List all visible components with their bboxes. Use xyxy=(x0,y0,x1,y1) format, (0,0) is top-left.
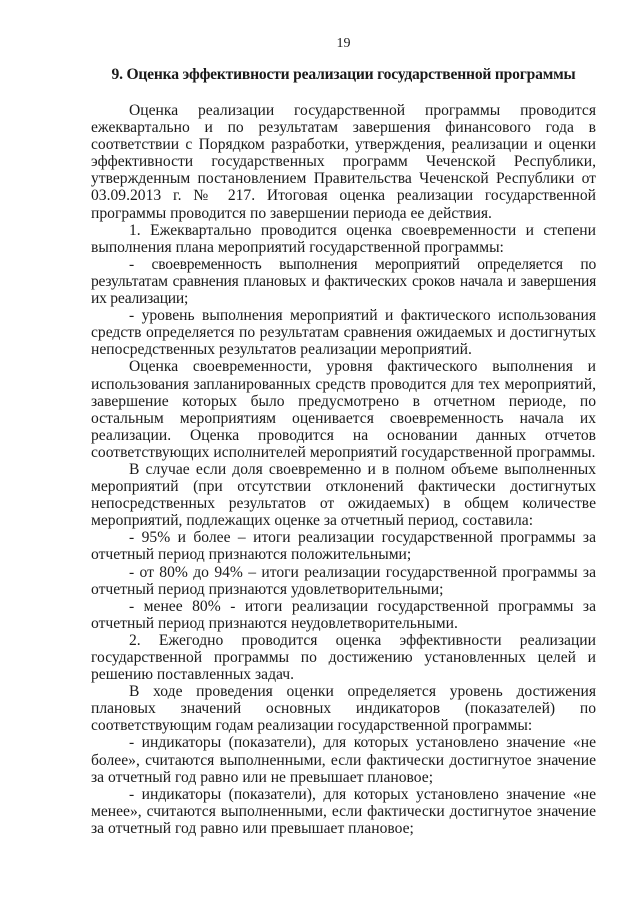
document-body xyxy=(91,102,596,837)
section-heading: 9. Оценка эффективности реализации государственной программы xyxy=(111,66,576,83)
list-item-timeliness: - своевременность выполнения мероприятий определяется по результатам сравнения плановых и фактических сроков начала и завершения их реализации; xyxy=(91,255,596,308)
list-item-positive: - 95% и более – итоги реализации государственной программы за отчетный период признаются положительными; xyxy=(91,529,596,564)
list-item-unsatisfactory: - менее 80% - итоги реализации государственной программы за отчетный период признаются неудовлетворительными. xyxy=(91,597,596,632)
list-item-not-more: - индикаторы (показатели), для которых установлено значение «не более», считаются выполненными, если фактически достигнутое значение за отчетный год равно или не превышает плановое; xyxy=(91,734,596,786)
page-number: 19 xyxy=(336,36,351,51)
paragraph-indicator-level: В ходе проведения оценки определяется уровень достижения плановых значений основных индикаторов (показателей) по соответствующим годам реализации государственной программы: xyxy=(91,683,596,735)
paragraph-intro: Оценка реализации государственной программы проводится ежеквартально и по результатам завершения финансового года в соответствии с Порядком разработки, утверждения, реализации и оценки эффективности государственных программ Чеченской Республики, утвержденным постановлением Правительства Чеченской Республики от 03.09.2013 г. № 217. Итоговая оценка реализации государственной программы проводится по завершении периода ее действия. xyxy=(91,102,596,222)
list-item-not-less: - индикаторы (показатели), для которых установлено значение «не менее», считаются выполненными, если фактически достигнутое значение за отчетный год равно или превышает плановое; xyxy=(91,785,596,837)
list-item-satisfactory: - от 80% до 94% – итоги реализации государственной программы за отчетный период признаются удовлетворительными; xyxy=(91,563,596,598)
paragraph-share-condition: В случае если доля своевременно и в полном объеме выполненных мероприятий (при отсутствии отклонений фактически достигнутых непосредственных результатов от ожидаемых) в общем количестве мероприятий, подлежащих оценке за отчетный период, составила: xyxy=(91,460,596,530)
paragraph-quarterly-assessment: 1. Ежеквартально проводится оценка своевременности и степени выполнения плана мероприятий государственной программы: xyxy=(91,221,596,256)
paragraph-annual-assessment: 2. Ежегодно проводится оценка эффективности реализации государственной программы по достижению установленных целей и решению поставленных задач. xyxy=(91,631,596,684)
paragraph-assessment-scope: Оценка своевременности, уровня фактического выполнения и использования запланированных средств проводится для тех мероприятий, завершение которых было предусмотрено в отчетном периоде, по остальным мероприятиям оценивается своевременность начала их реализации. Оценка проводится на основании данных отчетов соответствующих исполнителей мероприятий государственной программы. xyxy=(91,358,596,461)
list-item-execution-level: - уровень выполнения мероприятий и фактического использования средств определяется по результатам сравнения ожидаемых и достигнутых непосредственных результатов реализации мероприятий. xyxy=(91,307,596,359)
